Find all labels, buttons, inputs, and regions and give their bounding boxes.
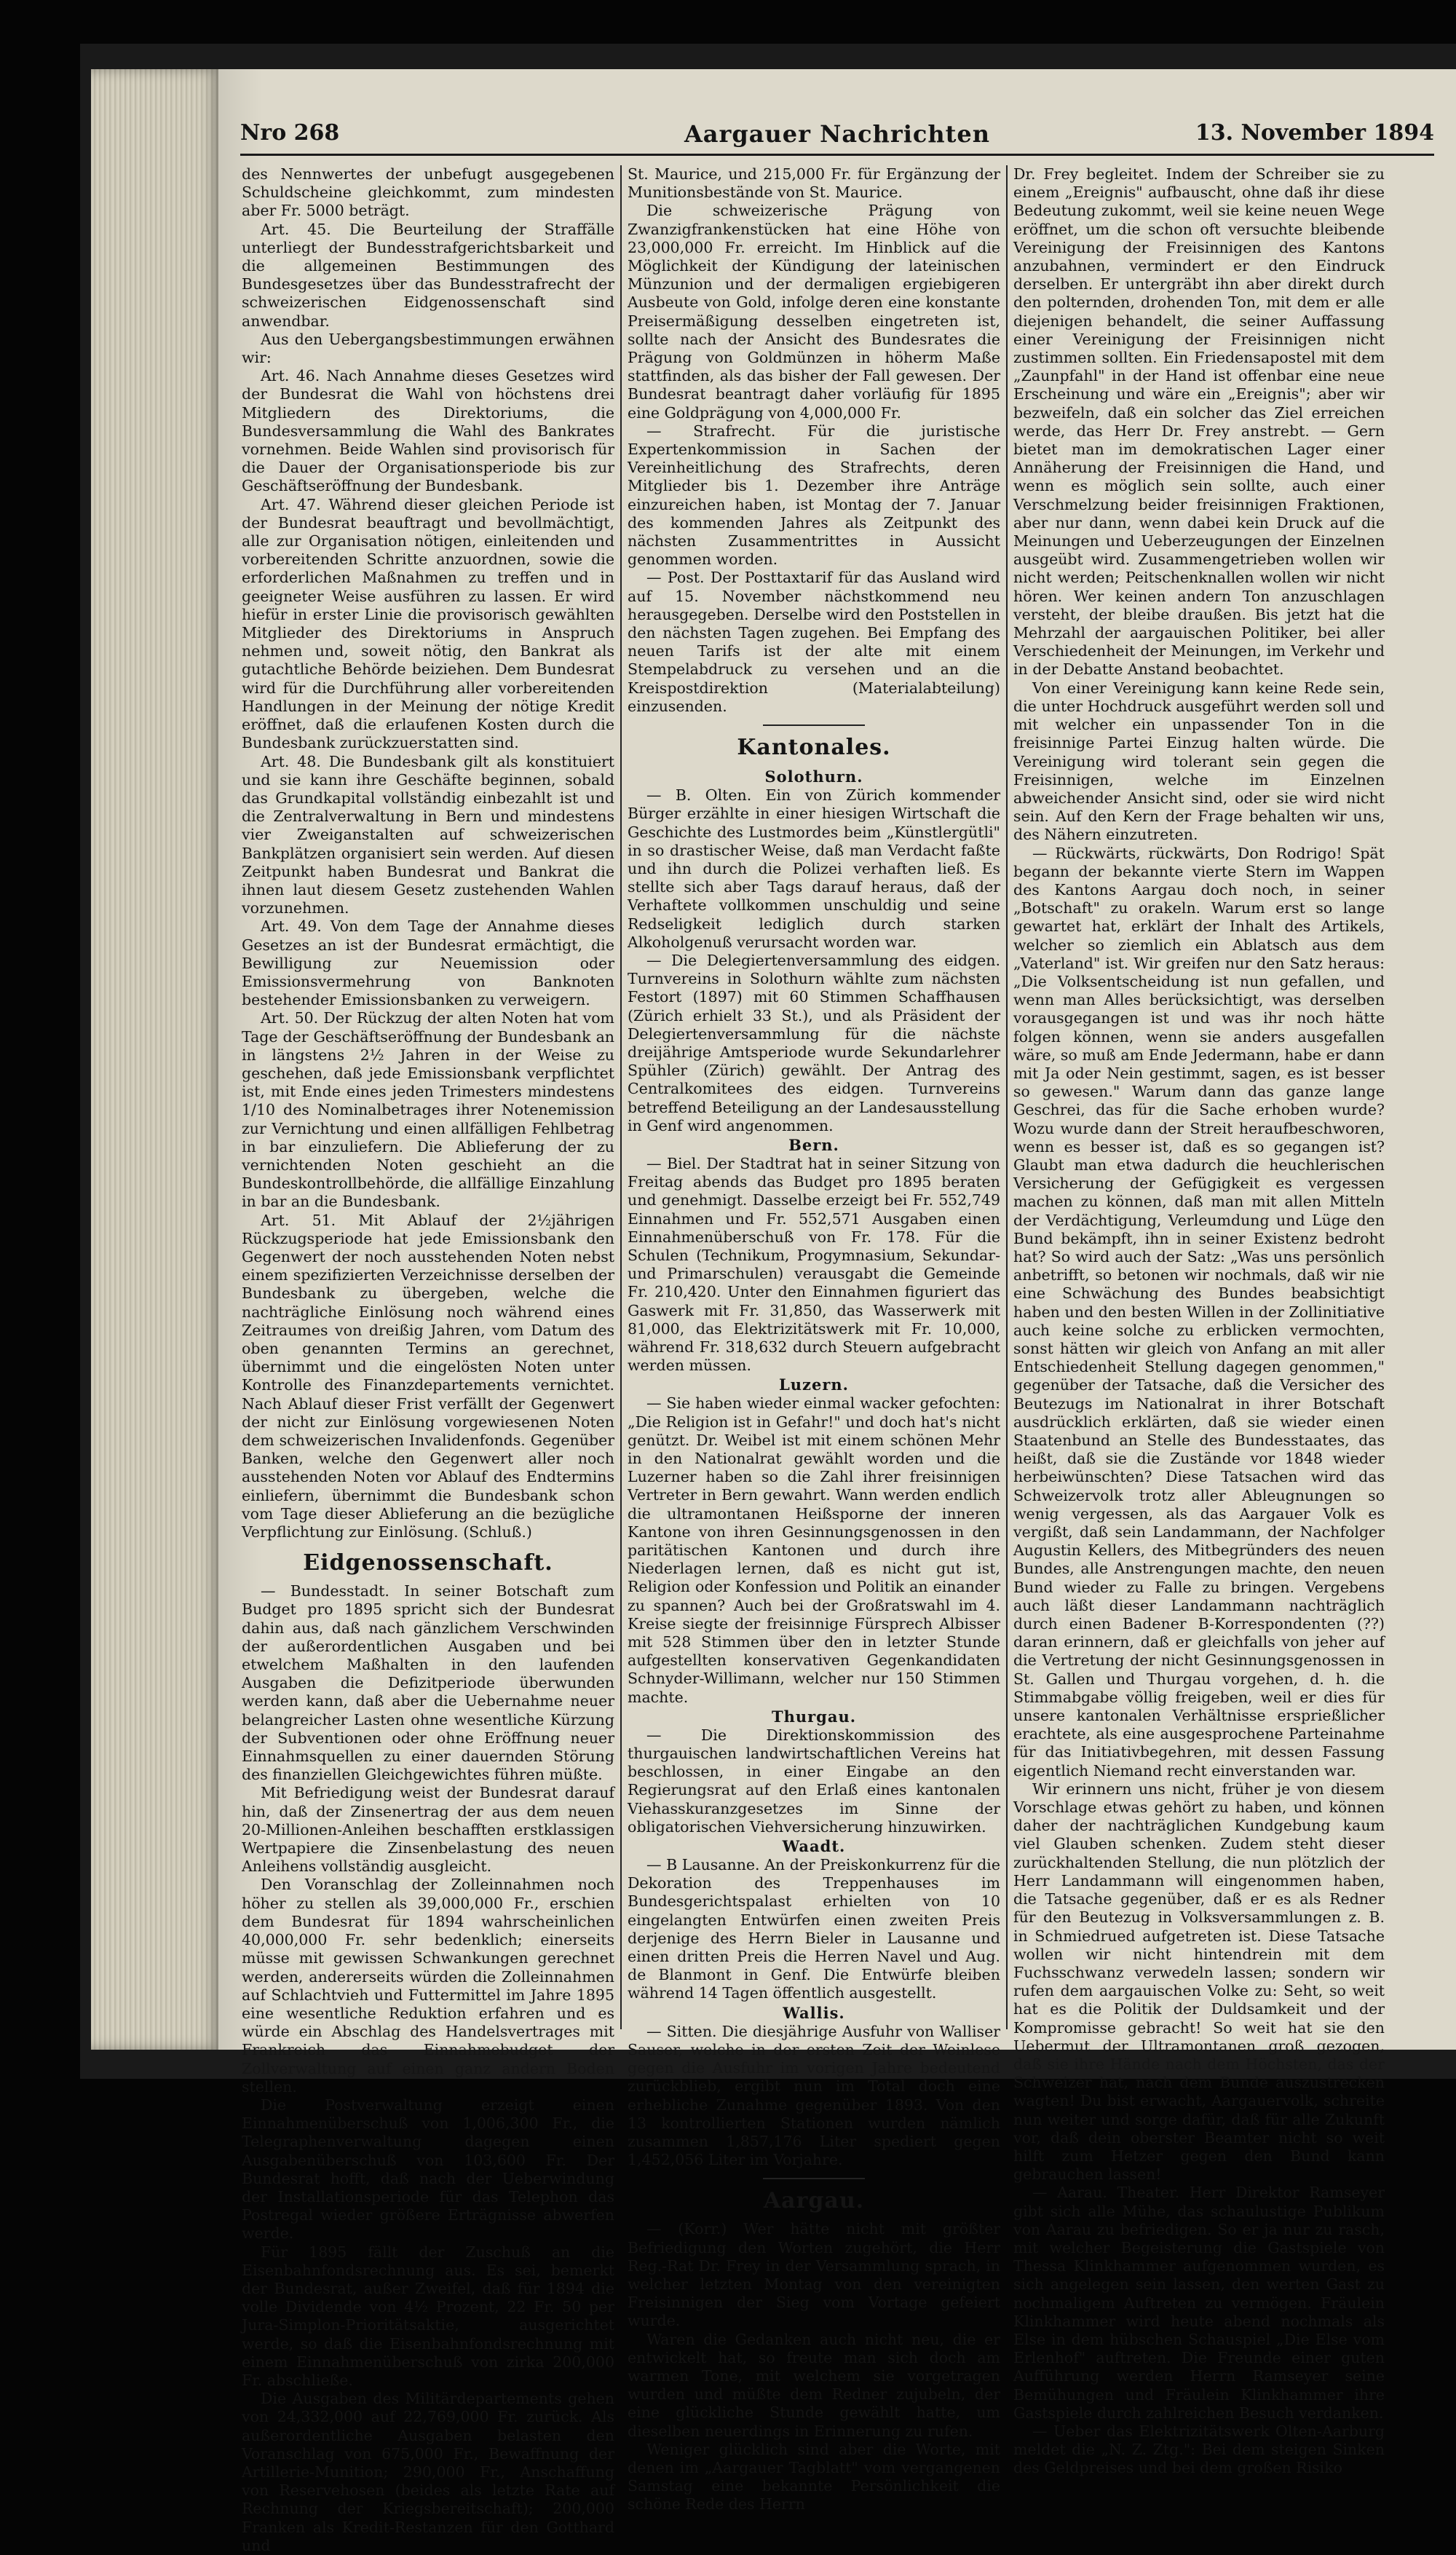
paragraph: — Sitten. Die diesjährige Ausfuhr von Walliser Sauser, welche in der ersten Zeit der Weinlese gegen die Ausfuhr im vorigen Jahre bedeutend zurückblieb, ergibt nun im Total doch eine erhebliche Zunahme gegenüber 1893. Von den 13 kontrollierten Stationen wurden nämlich zusammen 1,857,176 Liter spediert gegen 1,452,056 Liter im Vorjahre. <box>628 2022 1000 2169</box>
subsection-heading: Bern. <box>788 1135 839 1154</box>
paragraph: Aus den Uebergangsbestimmungen erwähnen wir: <box>242 330 614 367</box>
paragraph: — B. Olten. Ein von Zürich kommender Bürger erzählte in einer hiesigen Wirtschaft die Geschichte des Lustmordes beim „Künstlergütli" in so drastischer Weise, daß man Verdacht faßte und ihn durch die Polizei verhaften ließ. Es stellte sich aber Tags darauf heraus, daß der Verhaftete vollkommen unschuldig und seine Redseligkeit lediglich durch starken Alkoholgenuß verursacht worden war. <box>628 786 1000 951</box>
paragraph: — Sie haben wieder einmal wacker gefochten: „Die Religion ist in Gefahr!" und doch hat's nicht genützt. Dr. Weibel ist mit einem schönen Mehr in den Nationalrat gewählt worden und die Luzerner haben so die Zahl ihrer freisinnigen Vertreter in Bern gewahrt. Wann werden endlich die ultramontanen Heißsporne der inneren Kantone von ihren Gesinnungsgenossen in den paritätischen Kantonen und durch ihre Niederlagen lernen, daß es nicht gut ist, Religion oder Konfession und Politik an einander zu spannen? Auch bei der Großratswahl im 4. Kreise siegte der freisinnige Fürsprech Albisser mit 528 Stimmen über den in letzter Stunde aufgestellten konservativen Gegenkandidaten Schnyder-Willimann, welcher nur 150 Stimmen machte. <box>628 1394 1000 1706</box>
column-divider <box>620 165 622 2029</box>
paragraph: — Rückwärts, rückwärts, Don Rodrigo! Spät begann der bekannte vierte Stern im Wappen des Kantons Aargau doch noch, in seiner „Botschaft" zu orakeln. Warum erst so lange gewartet hat, erklärt der Inhalt des Artikels, welcher so ziemlich ein Ablatsch aus dem „Vaterland" ist. Wir greifen nur den Satz heraus: „Die Volksentscheidung ist nun gefallen, und wenn man Alles berücksichtigt, was derselben vorausgegangen ist und was ihr noch hätte folgen können, wenn sie anders ausgefallen wäre, so muß am Ende Jedermann, habe er dann mit Ja oder Nein gestimmt, sagen, es ist besser so gewesen." Warum dann das ganze lange Geschrei, das für die Sache erhoben wurde? Wozu wurde dann der Streit heraufbeschworen, wenn es besser ist, daß es so gegangen ist? Glaubt man etwa dadurch die heuchlerischen Versicherung der Gefügigkeit es vergessen machen zu können, daß man mit allen Mitteln der Verdächtigung, Verleumdung und Lüge den Bund bekämpft, ihn in seiner Existenz bedroht hat? So wird auch der Satz: „Was uns persönlich anbetrifft, so betonen wir nochmals, daß wir nie eine Schwächung des Bundes beabsichtigt haben und den besten Willen in der Zollinitiative auch keine solche zu erblicken vermochten, sonst hätten wir gleich von Anfang an mit aller Entschiedenheit Stellung dagegen genommen," gegenüber der Tatsache, daß die Versicher des Beutezugs im Nationalrat in ihrer Botschaft ausdrücklich erklärten, daß sie wieder einen Staatenbund an Stelle des Bundesstaates, das heißt, daß sie die Zustände vor 1848 wieder herbeiwünschten? Diese Tatsachen wird das Schweizervolk trotz aller Ableugnungen so wenig vergessen, als das Aargauer Volk es vergißt, daß sein Landammann, der Nachfolger Augustin Kellers, des Mitbegründers des neuen Bundes, alle Anstrengungen machte, den neuen Bund wieder zu Falle zu bringen. Vergebens auch läßt dieser Landammann nachträglich durch einen Badener B-Korrespondenten (??) daran erinnern, daß er gleichfalls von jeher auf die Vertretung der nicht Gesinnungsgenossen in St. Gallen und Thurgau vorgehen, d. h. die Stimmabgabe völlig freigeben, weil er dies für unsere kantonalen Verhältnisse ersprießlicher erachtete, als eine ausgesprochene Parteinahme für das Initiativbegehren, mit dessen Fassung eigentlich Niemand recht einverstanden war. <box>1013 844 1385 1780</box>
paragraph: — Biel. Der Stadtrat hat in seiner Sitzung von Freitag abends das Budget pro 1895 beraten und genehmigt. Dasselbe erzeigt bei Fr. 552,749 Einnahmen und Fr. 552,571 Ausgaben einen Einnahmenüberschuß von Fr. 178. Für die Schulen (Technikum, Progymnasium, Sekundar- und Primarschulen) verausgabt die Gemeinde Fr. 210,420. Unter den Einnahmen figuriert das Gaswerk mit Fr. 31,850, das Wasserwerk mit 81,000, das Elektrizitätswerk mit Fr. 10,000, während Fr. 318,632 durch Steuern aufgebracht werden müssen. <box>628 1154 1000 1375</box>
newspaper-title: Aargauer Nachrichten <box>684 120 991 148</box>
paragraph: — Aarau. Theater. Herr Direktor Ramseyer gibt sich alle Mühe, das schaulustige Publikum von Aarau zu befriedigen. So er ja nur zu rasch, mit welcher Begeisterung die Gastspiele von Thessa Klinkhammer aufgenommen wurden, es sich angelegen sein lassen, den werten Gast zu nochmaligem Auftreten zu vermögen. Fräulein Klinkhammer wird heute abend nochmals als Else in dem hübschen Schauspiel „Die Else vom Erlenhof" auftreten. Die Freunde einer guten Aufführung werden Herrn Ramseyer seine Bemühungen und Fräulein Klinkhammer ihre Gastspiele durch zahlreichen Besuch verdanken. <box>1013 2184 1385 2422</box>
paragraph: — Post. Der Posttaxtarif für das Ausland wird auf 15. November nächstkommend neu herausgegeben. Derselbe wird den Poststellen in den nächsten Tagen zugehen. Bei Empfang des neuen Tarifs ist der alte mit einem Stempelabdruck zu versehen und an die Kreispostdirektion (Materialabteilung) einzusenden. <box>628 569 1000 715</box>
book-page-edges <box>91 69 222 2050</box>
paragraph: Art. 49. Von dem Tage der Annahme dieses Gesetzes an ist der Bundesrat ermächtigt, die Bewilligung zur Neuemission oder Emissionsvermehrung von Banknoten bestehender Emissionsbanken zu verweigern. <box>242 917 614 1009</box>
paragraph: — Ueber das Elektrizitätswerk Olten-Aarburg meldet die „N. Z. Ztg.": Bei dem steigen Sinken des Geldpreises und bei dem großen Risiko <box>1013 2422 1385 2477</box>
paragraph: Weniger glücklich sind aber die Worte, mit denen im „Aargauer Tagblatt" vom vergangenen Samstag eine bekannte Persönlichkeit die schöne Rede des Herrn <box>628 2440 1000 2513</box>
paragraph: St. Maurice, und 215,000 Fr. für Ergänzung der Munitionsbestände von St. Maurice. <box>628 165 1000 202</box>
issue-number: Nro 268 <box>240 120 340 146</box>
paragraph: Die schweizerische Prägung von Zwanzigfrankenstücken hat eine Höhe von 23,000,000 Fr. erreicht. Im Hinblick auf die Möglichkeit der Kündigung der lateinischen Münzunion und der dermaligen ergiebigeren Ausbeute von Gold, infolge deren eine konstante Preisermäßigung desselben eingetreten ist, sollte nach der Ansicht des Bundesrates die Prägung von Goldmünzen in höherm Maße stattfinden, als das bisher der Fall gewesen. Der Bundesrat beantragt daher vorläufig für 1895 eine Goldprägung von 4,000,000 Fr. <box>628 202 1000 422</box>
paragraph: Art. 47. Während dieser gleichen Periode ist der Bundesrat beauftragt und bevollmächtigt, alle zur Organisation nötigen, einleitenden und vorbereitenden Schritte anzuordnen, sowie die erforderlichen Maßnahmen zu treffen und in geeigneter Weise ausführen zu lassen. Er wird hiefür in erster Linie die provisorisch gewählten Mitglieder des Direktoriums in Anspruch nehmen und, soweit nötig, den Bankrat als gutachtliche Behörde beiziehen. Dem Bundesrat wird für die Durchführung aller vorbereitenden Handlungen in der Meinung der nötige Kredit eröffnet, daß die erlaufenen Kosten durch die Bundesbank zurückzuerstatten sind. <box>242 495 614 752</box>
paragraph: Von einer Vereinigung kann keine Rede sein, die unter Hochdruck ausgeführt werden soll und mit welcher ein unpassender Ton in die freisinnige Partei Einzug halten würde. Die Vereinigung wird tolerant sein gegen die Freisinnigen, welche im Einzelnen abweichender Ansicht sind, oder sie wird nicht sein. Auf den Kern der Frage behalten wir uns, des Nähern einzutreten. <box>1013 679 1385 844</box>
section-rule <box>763 724 865 726</box>
column-3 <box>1013 165 1385 2477</box>
masthead-rule <box>240 154 1434 156</box>
subsection-heading: Wallis. <box>783 2003 845 2022</box>
paragraph: Art. 51. Mit Ablauf der 2½jährigen Rückzugsperiode hat jede Emissionsbank den Gegenwert der noch ausstehenden Noten nebst einem spezifizierten Verzeichnisse derselben der Bundesbank zu übergeben, welche die nachträgliche Einlösung noch während eines Zeitraumes von dreißig Jahren, vom Datum des oben genannten Termins an gerechnet, übernimmt und die eingelösten Noten unter Kontrolle des Finanzdepartements vernichtet. Nach Ablauf dieser Frist verfällt der Gegenwert der nicht zur Einlösung vorgewiesenen Noten dem schweizerischen Invalidenfonds. Gegenüber Banken, welche den Gegenwert aller noch ausstehenden Noten vor Ablauf des Endtermins einliefern, übernimmt die Bundesbank schon vom Tage dieser Ablieferung an die bezügliche Verpflichtung zur Einlösung. (Schluß.) <box>242 1211 614 1541</box>
paragraph: Die Ausgaben des Militärdepartements gehen von 24,332,000 auf 22,769,000 Fr. zurück. Als außerordentliche Ausgaben belasten den Voranschlag von 675,000 Fr., Bewaffnung der Artillerie-Munition; 290,000 Fr., Anschaffung von Reservehosen (beides als letzte Rate auf Rechnung der Kriegsbereitschaft); 200,000 Franken als Kredit-Restanzen für den Gotthard und <box>242 2390 614 2554</box>
subsection-heading: Waadt. <box>782 1837 846 1856</box>
section-rule <box>763 2178 865 2179</box>
column-2 <box>628 165 1000 2513</box>
column-divider <box>1006 165 1008 2029</box>
paragraph: — Bundesstadt. In seiner Botschaft zum Budget pro 1895 spricht sich der Bundesrat dahin aus, daß nach gänzlichem Verschwinden der außerordentlichen Ausgaben und bei etwelchem Maßhalten in den laufenden Ausgaben die Defizitperiode überwunden werden kann, daß aber die Uebernahme neuer belangreicher Lasten ohne wesentliche Kürzung der Subventionen oder ohne Eröffnung neuer Einnahmsquellen zu einer dauernden Störung des finanziellen Gleichgewichtes führen müßte. <box>242 1582 614 1784</box>
paragraph: Für 1895 fällt der Zuschuß an die Eisenbahnfondsrechnung aus. Es sei, bemerkt der Bundesrat, außer Zweifel, daß für 1894 die volle Dividende von 4½ Prozent, 22 Fr. 50 per Jura-Simplon-Prioritätsaktie, ausgerichtet werde, so daß die Eisenbahnfondsrechnung mit einem Einnahmenüberschuß von zirka 200,000 Fr. abschließe. <box>242 2243 614 2389</box>
paragraph: Art. 48. Die Bundesbank gilt als konstituiert und sie kann ihre Geschäfte beginnen, sobald das Grundkapital vollständig einbezahlt ist und die Zentralverwaltung in Bern und mindestens vier Zweiganstalten auf schweizerischen Bankplätzen organisiert sein werden. Auf diesen Zeitpunkt haben Bundesrat und Bankrat die ihnen laut diesem Gesetz zustehenden Wahlen vorzunehmen. <box>242 752 614 917</box>
paragraph: — Strafrecht. Für die juristische Expertenkommission in Sachen der Vereinheitlichung des Strafrechts, deren Mitglieder bis 1. Dezember ihre Anträge einzureichen haben, ist Montag der 7. Januar des kommenden Jahres als Zeitpunkt des nächsten Zusammentrittes in Aussicht genommen worden. <box>628 422 1000 569</box>
column-1 <box>242 165 614 2554</box>
paragraph: Waren die Gedanken auch nicht neu, die er entwickelt hat, so freute man sich doch am warmen Tone, mit welchem sie vorgetragen wurden und müßte dem Redner zujubeln, der eine glückliche Stunde gewählt hatte, um dieselben neuerdings in Erinnerung zu rufen. <box>628 2330 1000 2440</box>
paragraph: — (Korr.) Wer hätte nicht mit größter Befriedigung den Worten zugehört, die Herr Reg.-Rat Dr. Frey in der Versammlung sprach, in welcher letzten Montag von den vereinigten Freisinnigen der Sieg vom Vortage gefeiert wurde. <box>628 2220 1000 2330</box>
paragraph: Den Voranschlag der Zolleinnahmen noch höher zu stellen als 39,000,000 Fr., erschien dem Bundesrat für 1894 wahrscheinlichen 40,000,000 Fr. sehr bedenklich; einerseits müsse mit gewissen Schwankungen gerechnet werden, andererseits würden die Zolleinnahmen auf Schlachtvieh und Futtermittel im Jahre 1895 eine wesentliche Reduktion erfahren und es würde ein Abschlag des Handelsvertrages mit Frankreich das Einnahmebudget der Zollverwaltung auf einen ganz andern Boden stellen. <box>242 1876 614 2096</box>
paragraph: Art. 50. Der Rückzug der alten Noten hat vom Tage der Geschäftseröffnung der Bundesbank an in längstens 2½ Jahren in der Weise zu geschehen, daß jede Emissionsbank verpflichtet ist, mit Ende eines jeden Trimesters mindestens 1/10 des Nominalbetrages ihrer Notenemission zur Vernichtung und einen allfälligen Fehlbetrag in bar einzuliefern. Die Ablieferung der zu vernichtenden Noten geschieht an die Bundeskontrollbehörde, die allfällige Einzahlung in bar an die Bundesbank. <box>242 1009 614 1211</box>
subsection-heading: Luzern. <box>779 1375 849 1394</box>
section-heading: Kantonales. <box>737 735 891 761</box>
paragraph: — Die Delegiertenversammlung des eidgen. Turnvereins in Solothurn wählte zum nächsten Festort (1897) mit 60 Stimmen Schaffhausen (Zürich erhielt 33 St.), und als Präsident der Delegiertenversammlung für die nächste dreijährige Amtsperiode wurde Sekundarlehrer Spühler (Zürich) gewählt. Der Antrag des Centralkomitees des eidgen. Turnvereins betreffend Beteiligung an der Landesausstellung in Genf wird angenommen. <box>628 951 1000 1134</box>
paragraph: Dr. Frey begleitet. Indem der Schreiber sie zu einem „Ereignis" aufbauscht, ohne daß ihr diese Bedeutung zukommt, weil sie keine neuen Wege eröffnet, um die schon oft versuchte bleibende Vereinigung der Freisinnigen des Kantons anzubahnen, vermindert er den Eindruck derselben. Er untergräbt ihn aber direkt durch den polternden, drohenden Ton, mit dem er alle diejenigen behandelt, die seiner Auffassung einer Vereinigung der Freisinnigen nicht zustimmen sollten. Ein Friedensapostel mit dem „Zaunpfahl" in der Hand ist offenbar eine neue Erscheinung und wäre ein „Ereignis"; aber wir bezweifeln, daß ein solcher das Ziel erreichen werde, das Herr Dr. Frey anstrebt. — Gern bietet man im demokratischen Lager einer Annäherung der Freisinnigen die Hand, und wenn es möglich sein sollte, auch einer Verschmelzung beider freisinnigen Fraktionen, aber nur dann, wenn dabei kein Druck auf die Meinungen und Ueberzeugungen der Einzelnen ausgeübt wird. Zusammengetrieben wollen wir nicht werden; Peitschenknallen wollen wir nicht hören. Wer keinen andern Ton anzuschlagen versteht, der bleibe draußen. Bis jetzt hat die Mehrzahl der aargauischen Politiker, bei aller Verschiedenheit der Meinungen, im Verkehr und in der Debatte Anstand beobachtet. <box>1013 165 1385 679</box>
section-heading: Aargau. <box>763 2188 865 2214</box>
newspaper-page <box>218 69 1456 2554</box>
paragraph: Die Postverwaltung erzeigt einen Einnahmenüberschuß von 1,006,300 Fr., die Telegraphenverwaltung dagegen einen Ausgabenüberschuß von 103,600 Fr. Der Bundesrat hofft, daß nach der Ueberwindung der Installationsperiode für das Telephon das Postregal wieder größere Erträgnisse abwerfen werde. <box>242 2096 614 2243</box>
subsection-heading: Thurgau. <box>771 1707 857 1726</box>
paragraph: Mit Befriedigung weist der Bundesrat darauf hin, daß der Zinsenertrag der aus dem neuen 20-Millionen-Anleihen beschafften erstklassigen Wertpapiere die Zinsenbelastung des neuen Anleihens vollständig ausgleicht. <box>242 1784 614 1876</box>
paragraph: des Nennwertes der unbefugt ausgegebenen Schuldscheine gleichkommt, zum mindesten aber Fr. 5000 beträgt. <box>242 165 614 220</box>
subsection-heading: Solothurn. <box>764 767 863 786</box>
paragraph: Art. 46. Nach Annahme dieses Gesetzes wird der Bundesrat die Wahl von höchstens drei Mitgliedern des Direktoriums, die Bundesversammlung die Wahl des Bankrates vornehmen. Beide Wahlen sind provisorisch für die Dauer der Organisationsperiode bis zur Geschäftseröffnung der Bundesbank. <box>242 367 614 495</box>
paragraph: Wir erinnern uns nicht, früher je von diesem Vorschlage etwas gehört zu haben, und können daher der nachträglichen Kundgebung kaum viel Glauben schenken. Zudem steht dieser zurückhaltenden Stellung, die nun plötzlich der Herr Landammann will eingenommen haben, die Tatsache gegenüber, daß er es als Redner für den Beutezug in Volksversammlungen z. B. in Schmiedrued aufgetreten ist. Diese Tatsache wollen wir nicht hintendrein mit dem Fuchsschwanz verwedeln lassen; sondern wir rufen dem aargauischen Volke zu: Seht, so weit hat es die Politik der Duldsamkeit und der Kompromisse gebracht! So weit hat sie den Uebermut der Ultramontanen groß gezogen, daß sie ihre Hände nach dem Höchsten, das der Schweizer hat, nach dem Bunde auszustrecken wagten! Du bist erwacht, Aargauervolk, schreite nun weiter und sorge dafür, daß für alle Zukunft vor, daß dein oberster Beamter nicht so weit hilft zum Hetzer gegen den Bund kann gebrauchen lassen! <box>1013 1780 1385 2184</box>
issue-date: 13. November 1894 <box>1195 120 1434 146</box>
section-heading: Eidgenossenschaft. <box>303 1550 553 1576</box>
paragraph: — Die Direktionskommission des thurgauischen landwirtschaftlichen Vereins hat beschlossen, in einer Eingabe an den Regierungsrat auf den Erlaß eines kantonalen Viehasskuranzgesetzes im Sinne der obligatorischen Viehversicherung hinzuwirken. <box>628 1726 1000 1836</box>
paragraph: Art. 45. Die Beurteilung der Straffälle unterliegt der Bundesstrafgerichtsbarkeit und die allgemeinen Bestimmungen des Bundesgesetzes über das Bundesstrafrecht der schweizerischen Eidgenossenschaft sind anwendbar. <box>242 220 614 330</box>
paragraph: — B Lausanne. An der Preiskonkurrenz für die Dekoration des Treppenhauses im Bundesgerichtspalast erhielten von 10 eingelangten Entwürfen einen zweiten Preis derjenige des Herrn Bieler in Lausanne und einen dritten Preis die Herren Navel und Aug. de Blanmont in Genf. Die Entwürfe bleiben während 14 Tagen öffentlich ausgestellt. <box>628 1856 1000 2002</box>
